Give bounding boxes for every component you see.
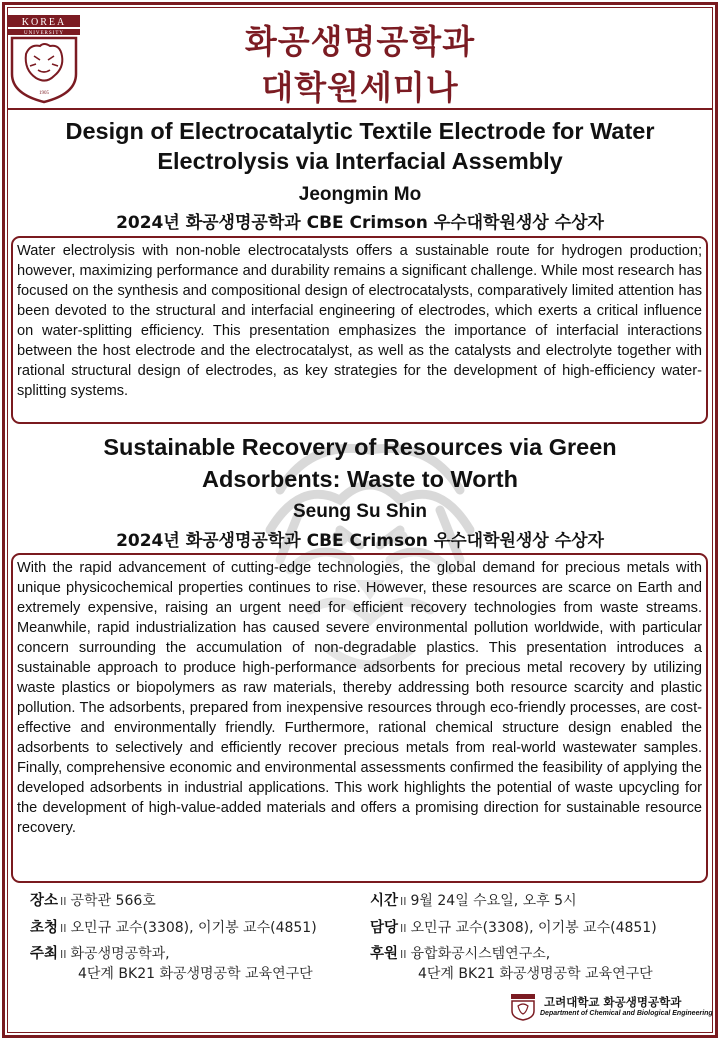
seminar-title-line2: 대학원세미나 (261, 68, 459, 107)
talk1-title-line1: Design of Electrocatalytic Textile Electrode for Water (65, 118, 655, 144)
logo-bottom-text: UNIVERSITY (24, 31, 64, 36)
place-label: 장소 (30, 893, 59, 909)
host-separator: II (60, 948, 67, 961)
time-separator: II (400, 895, 407, 908)
info-charge (370, 919, 657, 938)
sponsor-separator: II (400, 948, 407, 961)
talk2-award: 2024년 화공생명공학과 CBE Crimson 우수대학원생상 수상자 (116, 531, 604, 551)
host-value-2: 4단계 BK21 화공생명공학 교육연구단 (78, 966, 313, 982)
department-logo-icon (510, 993, 536, 1021)
talk1-abstract: Water electrolysis with non-noble electrocatalysts offers a sustainable route for hydrogen production; however, maximizing performance and durability remains a significant challenge. While most research has focused on the synthesis and compositional design of electrocatalysts, comparatively limited attention has been devoted to the structural and interfacial engineering of electrodes, which exerts a critical influence on water-splitting efficiency. This presentation emphasizes the importance of interfacial interactions between the host electrode and the electrocatalyst, as well as the catalysts and electrolyte together with rational structural design of electrodes, as key strategies for the development of high-efficiency water-splitting systems. (11, 236, 708, 424)
talk1-title-line2: Electrolysis via Interfacial Assembly (157, 148, 563, 174)
charge-label: 담당 (370, 920, 399, 936)
charge-separator: II (400, 922, 407, 935)
invite-separator: II (60, 922, 67, 935)
place-value: 공학관 566호 (70, 893, 156, 909)
info-invite (30, 919, 317, 938)
talk2-title-line1: Sustainable Recovery of Resources via Green (103, 434, 617, 460)
logo-year: 1905 (39, 91, 49, 96)
info-place (30, 892, 156, 911)
logo-top-text: KOREA (21, 17, 67, 28)
talk2-speaker: Seung Su Shin (292, 501, 428, 522)
seminar-title-line1: 화공생명공학과 (244, 22, 476, 61)
place-separator: II (60, 895, 67, 908)
info-time (370, 892, 577, 911)
sponsor-value-1: 융합화공시스템연구소, (410, 946, 551, 962)
charge-value: 오민규 교수(3308), 이기봉 교수(4851) (410, 920, 657, 936)
sponsor-label: 후원 (370, 946, 399, 962)
talk2-abstract: With the rapid advancement of cutting-edge technologies, the global demand for precious metals with unique physicochemical properties continues to rise. However, these resources are scarce on Earth and extremely expensive, raising an urgent need for efficient recovery technologies from waste streams. Meanwhile, rapid industrialization has caused severe environmental pollution worldwide, with particular concern surrounding the accumulation of non-degradable plastics. This presentation introduces a sustainable approach to produce high-performance adsorbents for precious metal recovery by utilizing waste plastics or biopolymers as raw materials, thereby addressing both resource scarcity and plastic pollution. The adsorbents, prepared from inexpensive resources through eco-friendly processes, are cost-effective and environmentally friendly. Furthermore, rational chemical structure design enabled the adsorbents to selectively and efficiently recover precious metals from real-world wastewater samples. Finally, comprehensive economic and environmental assessments confirmed the feasibility of applying the developed adsorbents in industrial applications. This work highlights the potential of waste upcycling for the development of high-value-added materials and offers a promising direction for sustainable resource recovery. (11, 553, 708, 883)
talk2-title-line2: Adsorbents: Waste to Worth (202, 466, 518, 492)
talk1-speaker: Jeongmin Mo (298, 184, 422, 205)
talk1-award: 2024년 화공생명공학과 CBE Crimson 우수대학원생상 수상자 (116, 213, 604, 233)
footer-dept-english: Department of Chemical and Biological Engineering (540, 1010, 713, 1017)
sponsor-value-2: 4단계 BK21 화공생명공학 교육연구단 (418, 966, 653, 982)
time-value: 9월 24일 수요일, 오후 5시 (410, 893, 577, 909)
invite-value: 오민규 교수(3308), 이기봉 교수(4851) (70, 920, 317, 936)
invite-label: 초청 (30, 920, 59, 936)
host-label: 주최 (30, 946, 59, 962)
host-value-1: 화공생명공학과, (70, 946, 170, 962)
header-divider (8, 108, 712, 110)
time-label: 시간 (370, 893, 399, 909)
info-host (30, 945, 170, 964)
footer-dept-korean: 고려대학교 화공생명공학과 (544, 995, 682, 1009)
info-sponsor (370, 945, 550, 964)
